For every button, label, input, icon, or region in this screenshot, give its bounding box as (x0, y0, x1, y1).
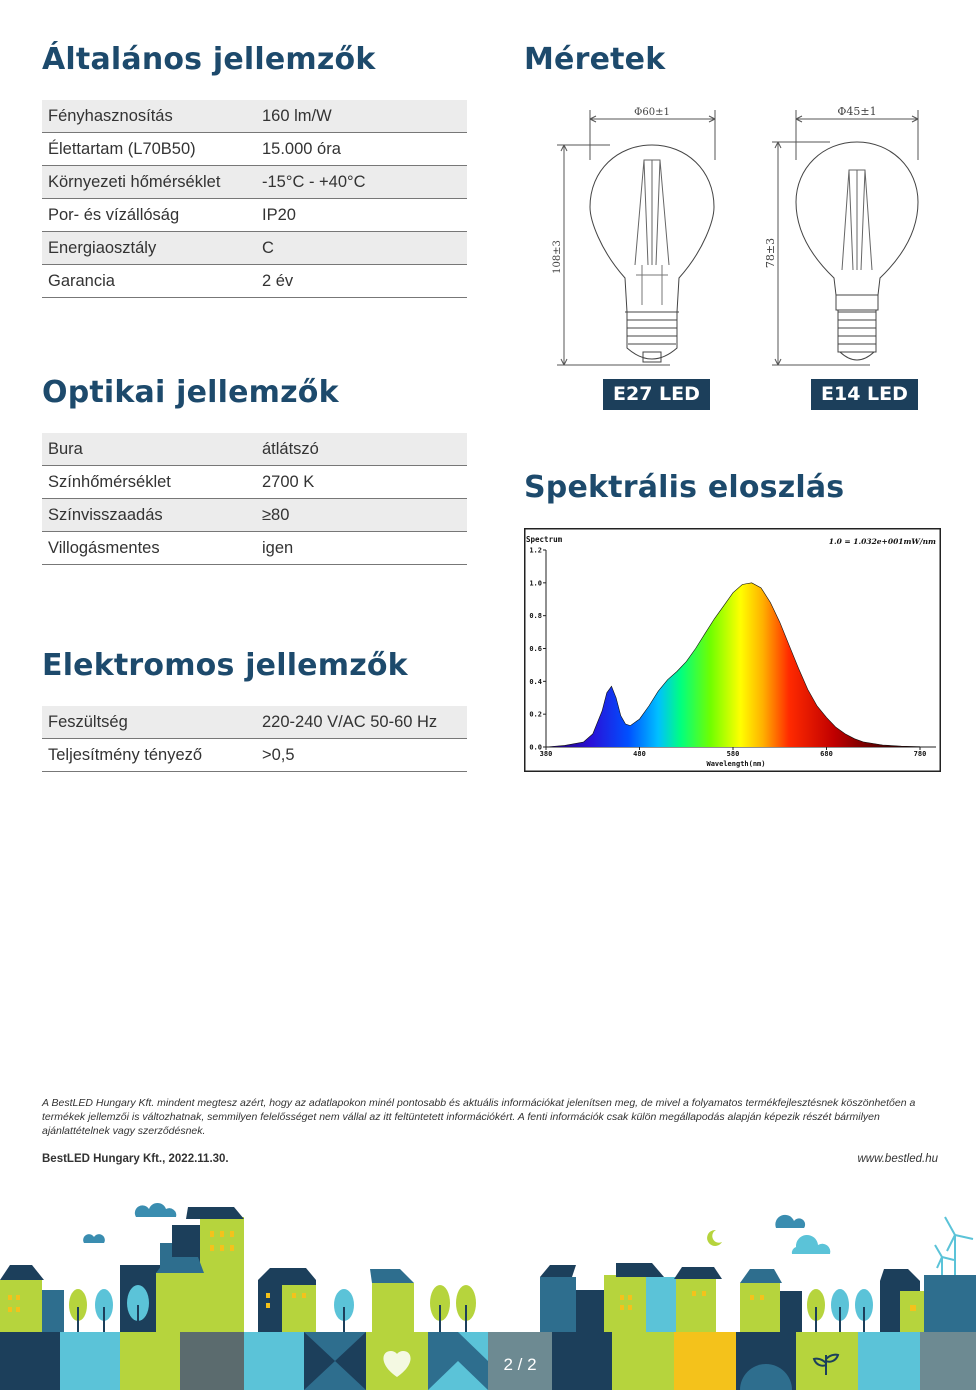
table-row (42, 199, 467, 232)
e14-height-label: 78±3 (764, 237, 777, 269)
table-row (42, 706, 467, 739)
website-link[interactable]: www.bestled.hu (857, 1153, 938, 1165)
spec-value: átlátszó (256, 433, 467, 466)
spec-label: Környezeti hőmérséklet (42, 166, 256, 199)
table-row (42, 532, 467, 565)
spectrum-title: Spektrális eloszlás (524, 470, 845, 505)
spec-label: Élettartam (L70B50) (42, 133, 256, 166)
e27-bulb-icon (557, 110, 715, 365)
spec-value: 2700 K (256, 466, 467, 499)
spec-value: ≥80 (256, 499, 467, 532)
spec-value: IP20 (256, 199, 467, 232)
spec-label: Por- és vízállóság (42, 199, 256, 232)
spec-value: C (256, 232, 467, 265)
table-row (42, 232, 467, 265)
spec-value: -15°C - +40°C (256, 166, 467, 199)
dimensions-title: Méretek (524, 42, 666, 77)
y-tick-label: 1.0 (529, 579, 542, 588)
x-tick-label: 480 (633, 750, 646, 758)
table-row (42, 433, 467, 466)
table-row (42, 739, 467, 772)
spec-label: Energiaosztály (42, 232, 256, 265)
x-tick-label: 380 (539, 750, 553, 758)
y-tick-label: 0.0 (529, 743, 542, 752)
spectrum-chart (524, 528, 941, 772)
spec-label: Feszültség (42, 706, 256, 739)
y-tick-label: 0.2 (529, 710, 542, 719)
electrical-table (42, 706, 467, 772)
general-title: Általános jellemzők (42, 42, 376, 77)
page-number: 2 / 2 (503, 1355, 537, 1374)
spec-label: Színhőmérséklet (42, 466, 256, 499)
electrical-title: Elektromos jellemzők (42, 648, 408, 683)
spec-value: 220-240 V/AC 50-60 Hz (256, 706, 467, 739)
spec-value: 160 lm/W (256, 100, 467, 133)
bulb-dimensions-drawing (540, 100, 960, 375)
x-tick-label: 680 (820, 750, 833, 758)
e14-bulb-icon (772, 110, 918, 365)
table-row (42, 265, 467, 298)
chart-annotation: 1.0 = 1.032e+001mW/nm (828, 537, 936, 546)
spec-label: Fényhasznosítás (42, 100, 256, 133)
table-row (42, 166, 467, 199)
spec-label: Bura (42, 433, 256, 466)
spec-value: 15.000 óra (256, 133, 467, 166)
optical-title: Optikai jellemzők (42, 375, 339, 410)
spec-value: 2 év (256, 265, 467, 298)
table-row (42, 499, 467, 532)
spec-value: igen (256, 532, 467, 565)
table-row (42, 133, 467, 166)
chart-title: Spectrum (526, 535, 563, 544)
y-tick-label: 0.8 (529, 612, 542, 621)
y-tick-label: 1.2 (529, 546, 542, 555)
e27-badge: E27 LED (603, 379, 710, 410)
x-axis-label: Wavelength(nm) (706, 760, 766, 768)
y-tick-label: 0.4 (529, 677, 542, 686)
y-tick-label: 0.6 (529, 645, 542, 653)
e14-width-label: Φ45±1 (837, 105, 877, 118)
x-tick-label: 780 (913, 750, 927, 758)
spec-label: Villogásmentes (42, 532, 256, 565)
company-date: BestLED Hungary Kft., 2022.11.30. (42, 1153, 229, 1165)
table-row (42, 100, 467, 133)
spec-value: >0,5 (256, 739, 467, 772)
x-tick-label: 580 (726, 750, 740, 758)
spec-label: Garancia (42, 265, 256, 298)
e27-height-label: 108±3 (552, 240, 563, 274)
disclaimer: A BestLED Hungary Kft. mindent megtesz azért, hogy az adatlapokon minél pontosabb és aktuális információkat jelenítsen meg, de mivel a folyamatos termékfejlesztésnek köszönhetően a termékek jellemzői is változhatnak, semmilyen felelősséget nem vállal az itt feltüntetett információkért. A fenti információk csak külön megállapodás alapján képezik részét bármilyen ajánlattételnek vagy szerződésnek. (42, 1097, 916, 1137)
spec-label: Teljesítmény tényező (42, 739, 256, 772)
e14-badge: E14 LED (811, 379, 918, 410)
spec-label: Színvisszaadás (42, 499, 256, 532)
optical-table (42, 433, 467, 565)
general-table (42, 100, 467, 298)
table-row (42, 466, 467, 499)
e27-width-label: Φ60±1 (634, 107, 670, 118)
